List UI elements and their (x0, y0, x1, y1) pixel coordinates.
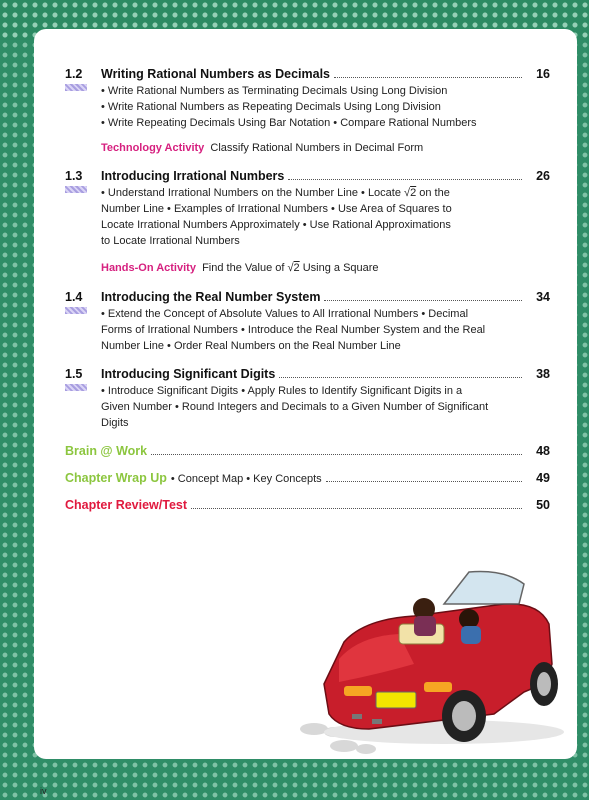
hands-on-activity[interactable] (101, 262, 550, 274)
page-number: 50 (536, 498, 550, 512)
section-number: 1.4 (65, 290, 83, 304)
activity-text: Classify Rational Numbers in Decimal Form (210, 142, 424, 154)
desc-line: Forms of Irrational Numbers • Introduce the Real Number System and the Real (101, 324, 486, 336)
brain-at-work-title[interactable]: Brain @ Work (65, 444, 148, 458)
section-marker (65, 307, 87, 314)
dot-leader (279, 377, 522, 378)
sqrt-argument: 2 (410, 187, 417, 199)
activity-text: Find the Value of √ (202, 262, 294, 274)
review-title[interactable]: Chapter Review/Test (65, 498, 188, 512)
sqrt-argument: 2 (293, 262, 300, 274)
wrap-up-title[interactable]: Chapter Wrap Up (65, 471, 167, 485)
desc-line: Locate Irrational Numbers Approximately • Use Rational Approximations (101, 219, 451, 231)
desc-line: • Write Repeating Decimals Using Bar Notation • Compare Rational Numbers (101, 117, 477, 129)
chapter-wrap-up-entry[interactable]: Chapter Wrap Up • Concept Map • Key Concepts 49 (65, 471, 550, 485)
desc-line: Number Line • Examples of Irrational Numbers • Use Area of Squares to (101, 203, 452, 215)
red-convertible-car-illustration (284, 564, 574, 759)
desc-line (101, 185, 550, 201)
page-folio: iv (40, 786, 47, 796)
page-number: 16 (536, 67, 550, 81)
activity-label: Technology Activity (101, 142, 205, 154)
section-title[interactable]: Writing Rational Numbers as Decimals (101, 67, 330, 81)
section-marker (65, 384, 87, 391)
desc-text: • Understand Irrational Numbers on the Number Line • Locate √ (101, 187, 411, 199)
desc-line: • Extend the Concept of Absolute Values to All Irrational Numbers • Decimal (101, 308, 469, 320)
dot-leader (288, 179, 522, 180)
dot-leader (324, 300, 522, 301)
section-number: 1.2 (65, 67, 83, 81)
section-1-2[interactable] (65, 67, 550, 154)
desc-line: Given Number • Round Integers and Decimals to a Given Number of Significant (101, 401, 489, 413)
contents-page (34, 29, 577, 759)
page-number: 49 (536, 471, 550, 485)
desc-line: Digits (101, 417, 129, 429)
activity-label: Hands-On Activity (101, 262, 196, 274)
page-number: 38 (536, 367, 550, 381)
desc-line: • Write Rational Numbers as Terminating Decimals Using Long Division (101, 85, 448, 97)
section-1-4[interactable] (65, 290, 550, 354)
section-number: 1.5 (65, 367, 83, 381)
section-description (101, 306, 550, 354)
section-marker (65, 186, 87, 193)
desc-line: to Locate Irrational Numbers (101, 235, 240, 247)
chapter-review-entry[interactable] (65, 498, 550, 512)
technology-activity[interactable] (101, 142, 550, 154)
desc-line: • Write Rational Numbers as Repeating Decimals Using Long Division (101, 101, 441, 113)
section-description (101, 83, 550, 131)
activity-text: Using a Square (299, 262, 379, 274)
desc-text: on the (416, 187, 450, 199)
desc-line: Number Line • Order Real Numbers on the Real Number Line (101, 340, 401, 352)
section-description (101, 383, 550, 431)
wrap-up-subtitle: Concept Map • Key Concepts (177, 473, 322, 485)
dot-leader (151, 454, 522, 455)
dot-leader (334, 77, 522, 78)
section-title[interactable]: Introducing Irrational Numbers (101, 169, 285, 183)
section-1-3[interactable] (65, 169, 550, 274)
section-description (101, 185, 550, 249)
section-number: 1.3 (65, 169, 83, 183)
section-title[interactable]: Introducing the Real Number System (101, 290, 321, 304)
page-number: 34 (536, 290, 550, 304)
page-number: 48 (536, 444, 550, 458)
dot-leader (326, 481, 522, 482)
dot-leader (191, 508, 522, 509)
section-marker (65, 84, 87, 91)
section-1-5[interactable] (65, 367, 550, 431)
section-title[interactable]: Introducing Significant Digits (101, 367, 276, 381)
desc-line: • Introduce Significant Digits • Apply Rules to Identify Significant Digits in a (101, 385, 463, 397)
brain-at-work-entry[interactable] (65, 444, 550, 458)
page-number: 26 (536, 169, 550, 183)
